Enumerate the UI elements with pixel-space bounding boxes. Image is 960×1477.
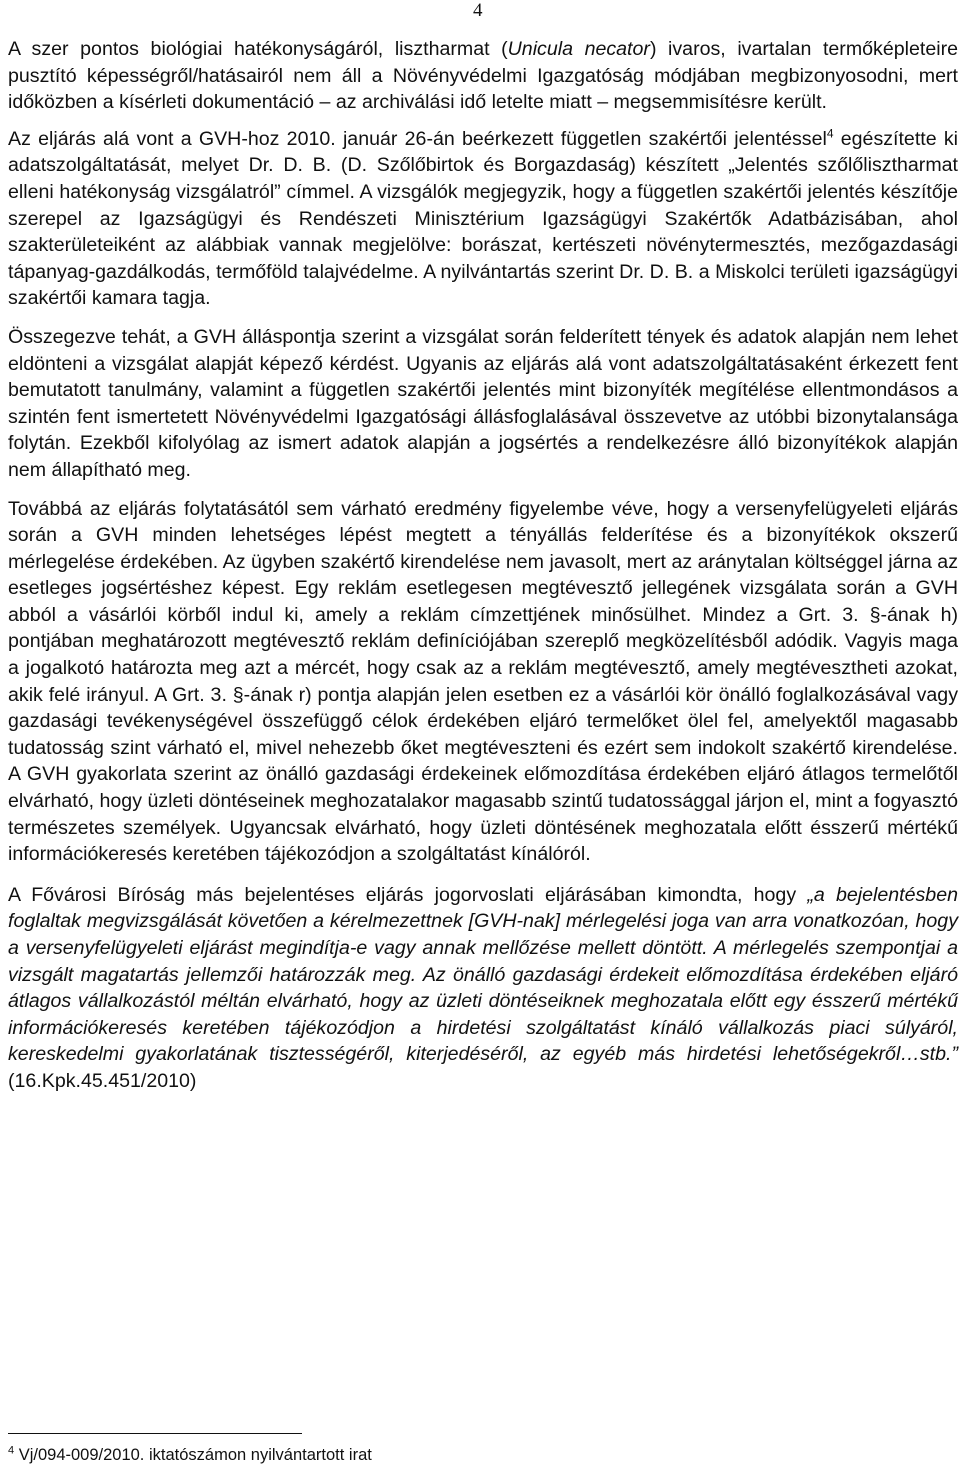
footnote-text: Vj/094-009/2010. iktatószámon nyilvántartott irat	[14, 1446, 372, 1464]
footnote-marker: 4	[8, 1444, 15, 1457]
paragraph-summary: Összegezve tehát, a GVH álláspontja szerint a vizsgálat során felderített tények és adatok alapján nem lehet eldönteni a vizsgálat alapját képező kérdést. Ugyanis az eljárás alá vont adatszolgáltatásaként érkezett fent bemutatott tanulmány, valamint a független szakértői jelentés mint bizonyíték megítélése ellentmondásos a szintén fent ismertetett Növényvédelmi Igazgatósági állásfoglalásával összevetve az utóbbi bizonytalansága folytán. Ezekből kifolyólag az ismert adatok alapján a jogsértés a rendelkezésre álló bizonyítékok alapján nem állapítható meg.	[8, 325, 958, 481]
paragraph-expert-report	[8, 126, 958, 312]
paragraph-proceedings: Továbbá az eljárás folytatásától sem várható eredmény figyelembe véve, hogy a versenyfelügyeleti eljárás során a GVH minden lehetséges lépést megtett a tényállás felderítése és a bizonyítékok okszerű mérlegelése érdekében. Az ügyben szakértő kirendelése nem javasolt, mert az aránytalan költséggel járna az esetleges jogsértéshez képest. Egy reklám esetlegesen megtévesztő jellegének vizsgálata során a GVH abból a vásárlói körből indul ki, amely a reklám címzettjének minősülhet. Mindez a Grt. 3. §-ának h) pontjában meghatározott megtévesztő reklám definíciójában szereplő megközelítésből adódik. Vagyis maga a jogalkotó határozta meg azt a mércét, hogy csak az a reklám megtévesztő, amely megtévesztheti azokat, akik felé irányul. A Grt. 3. §-ának r) pontja alapján jelen esetben ez a vásárlói kör önálló foglalkozásával vagy gazdasági tevékenységével összefüggő célok érdekében eljáró termelőket ölel fel, amelyektől magasabb tudatosság szint várható el, mivel nehezebb őket megtéveszteni és ezért sem indokolt szakértő kirendelése. A GVH gyakorlata szerint az önálló gazdasági érdekeinek előmozdítása érdekében eljáró átlagos termelőtől elvárható, hogy üzleti döntéseinek meghozatalakor magasabb szintű tudatossággal járjon el, mint a fogyasztó természetes személyek. Ugyancsak elvárható, hogy üzleti döntésének meghozatala előtt ésszerű mértékű információkeresés keretében tájékozódjon a szolgáltatást kínálóról.	[8, 497, 958, 866]
footnote	[8, 1444, 372, 1466]
paragraph-text: A Fővárosi Bíróság más bejelentéses eljárás jogorvoslati eljárásában kimondta, hogy	[8, 883, 808, 906]
footnote-separator	[8, 1433, 302, 1434]
court-quote: „a bejelentésben foglaltak megvizsgálását követően a kérelmezettnek [GVH-nak] mérlegelési joga van arra vonatkozóan, hogy a versenyfelügyeleti eljárást megindítja-e vagy annak mellőzése mellett döntött. A mérlegelés szempontjai a vizsgált magatartás jellemzői határozzák meg. Az önálló gazdasági érdekeit előmozdítása érdekében eljáró átlagos vállalkozástól méltán elvárható, hogy az üzleti döntéseiknek meghozatala előtt egy ésszerű mértékű információkeresés keretében tájékozódjon a hirdetési szolgáltatást kínáló vállalkozás piaci súlyáról, kereskedelmi gyakorlatának tisztességéről, kiterjedéséről, az egyéb más hirdetési lehetőségekről…stb.”	[8, 883, 958, 1066]
paragraph-text: Az eljárás alá vont a GVH-hoz 2010. január 26-án beérkezett független szakértői jelentéssel	[8, 127, 827, 150]
case-reference: (16.Kpk.45.451/2010)	[8, 1069, 197, 1092]
document-body	[8, 36, 958, 1110]
page-number: 4	[473, 0, 483, 21]
paragraph-text: A szer pontos biológiai hatékonyságáról, lisztharmat (	[8, 38, 508, 60]
paragraph-text: ) ivaros, ivartalan termőképleteire pusztító képességről/hatásairól nem áll a Növényvédelmi Igazgatóság módjában megbizonyosodni, mert időközben a kísérleti dokumentáció – az archiválási idő letelte miatt – megsemmisítésre került.	[8, 38, 958, 114]
paragraph-biological-efficacy	[8, 36, 958, 116]
paragraph-court-ruling	[8, 882, 958, 1095]
footnote-reference[interactable]: 4	[826, 126, 834, 141]
paragraph-text: egészítette ki adatszolgáltatását, melyet Dr. D. B. (D. Szőlőbirtok és Borgazdaság) készített „Jelentés szőlőlisztharmat elleni hatékonyság vizsgálatról” címmel. A vizsgálók megjegyzik, hogy a független szakértői jelentés készítője szerepel az Igazságügyi és Rendészeti Minisztérium Igazságügyi Szakértők Adatbázisában, ahol szakterületeiként az alábbiak vannak megjelölve: borászat, kertészeti növénytermesztés, mezőgazdasági tápanyag-gazdálkodás, termőföld talajvédelme. A nyilvántartás szerint Dr. D. B. a Miskolci területi igazságügyi szakértői kamara tagja.	[8, 127, 958, 310]
species-name: Unicula necator	[507, 38, 650, 60]
